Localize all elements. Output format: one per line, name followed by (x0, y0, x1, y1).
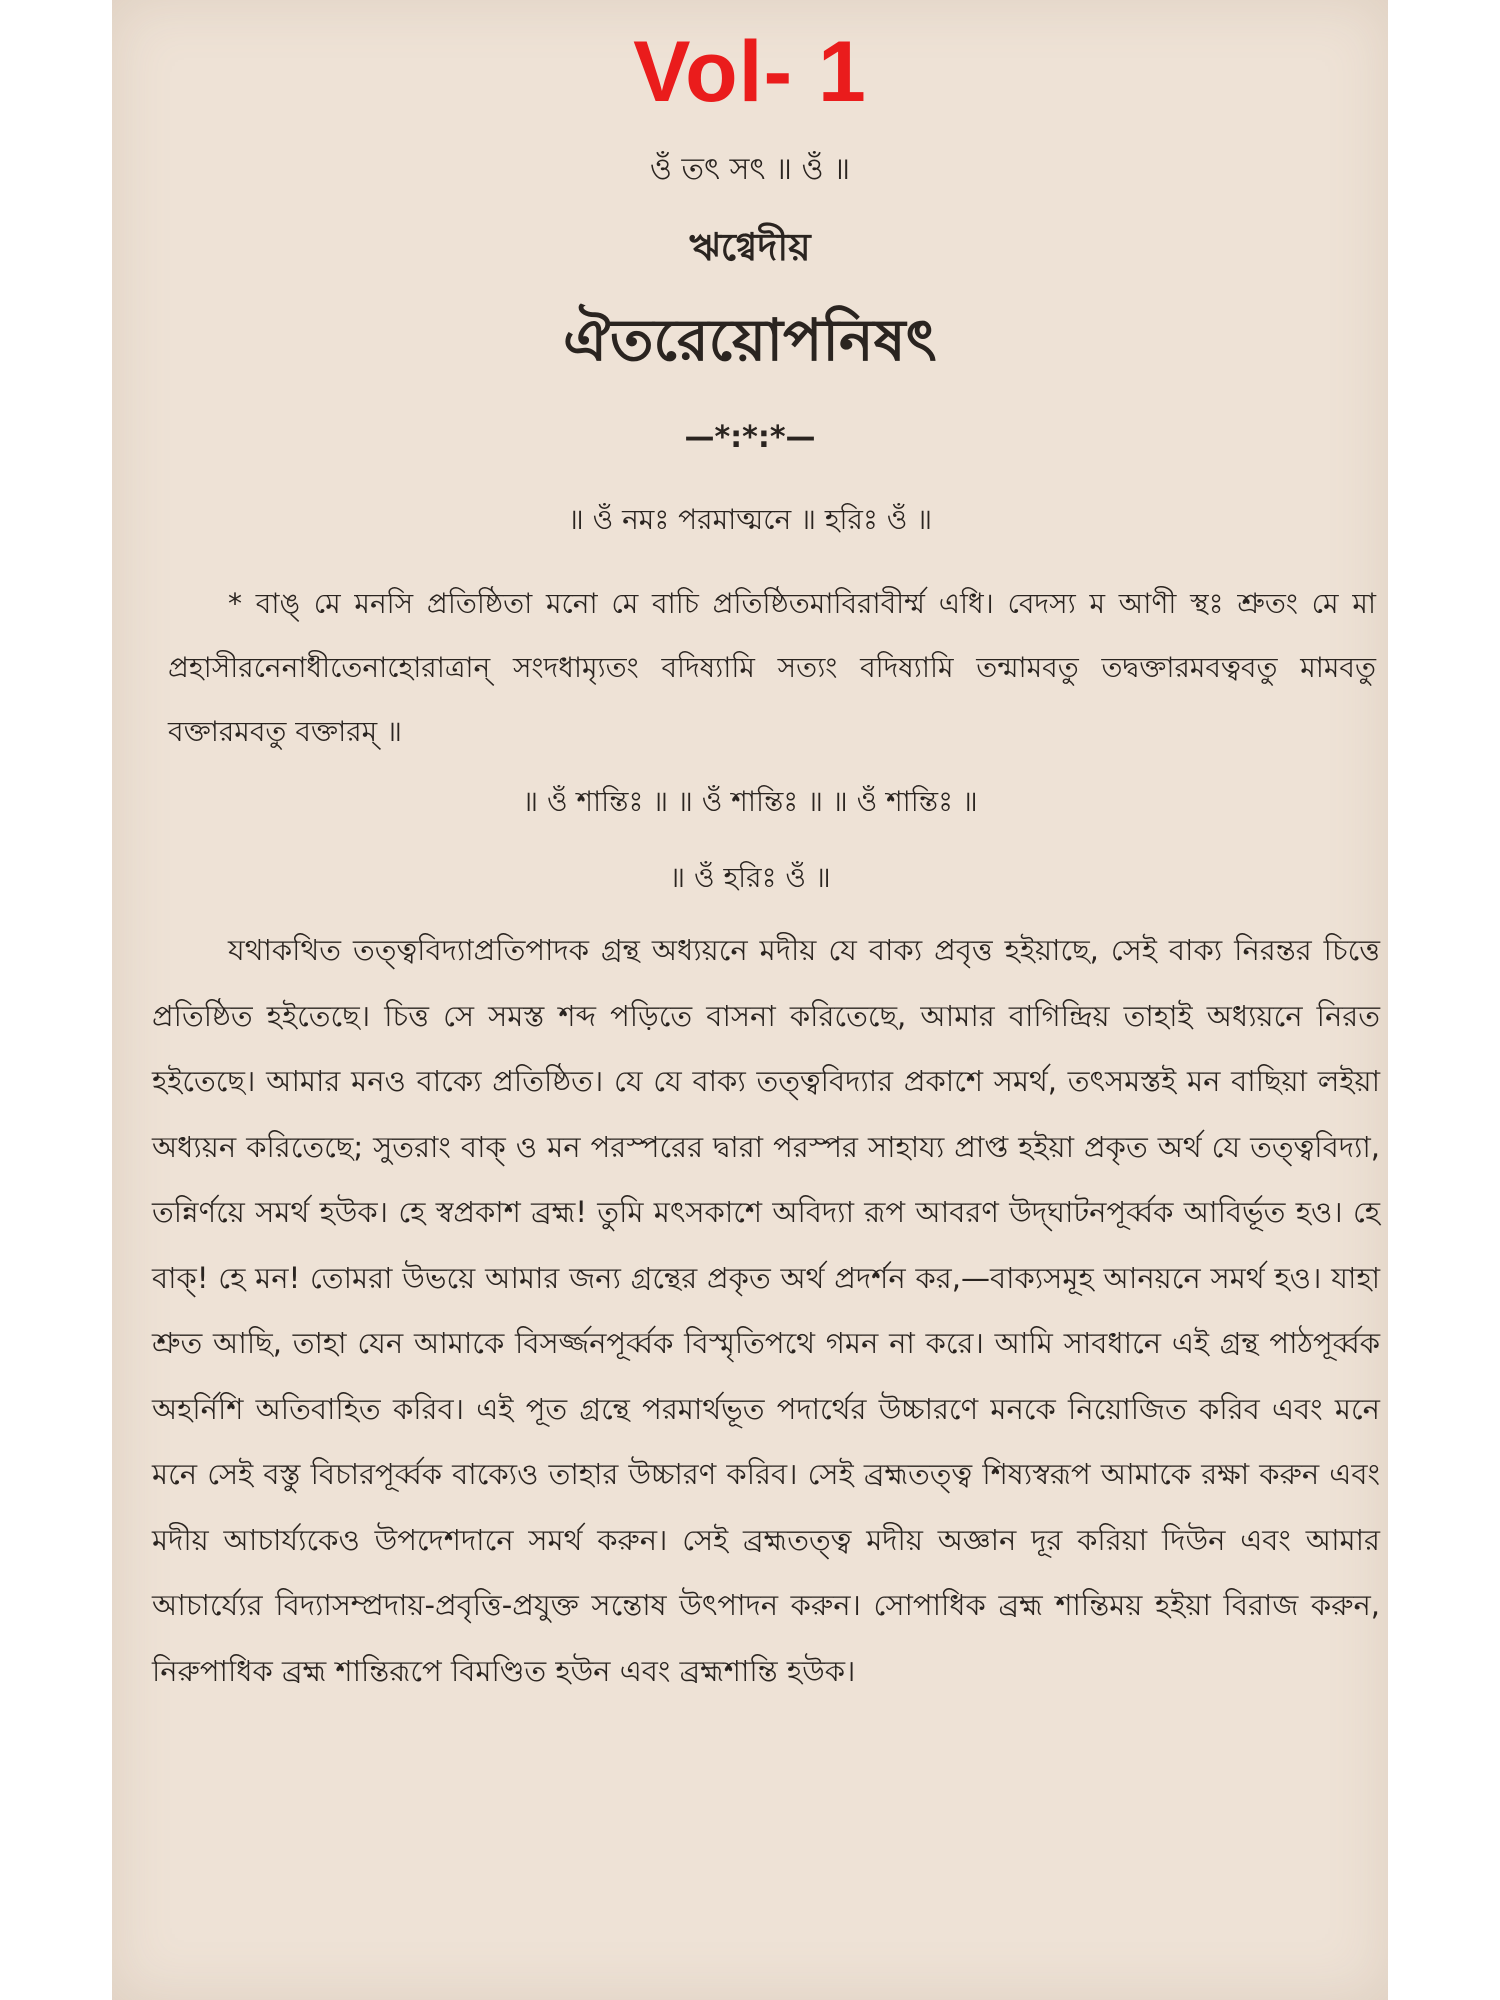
veda-subtitle: ঋগ্বেদীয় (689, 225, 811, 269)
hari-om-line: ॥ ওঁ হরিঃ ওঁ ॥ (669, 861, 831, 894)
commentary-paragraph: যথাকথিত তত্ত্ববিদ্যাপ্রতিপাদক গ্রন্থ অধ্যয়নে মদীয় যে বাক্য প্রবৃত্ত হইয়াছে, সেই বাক্য নিরন্তর চিত্তে প্রতিষ্ঠিত হইতেছে। চিত্ত সে সমস্ত শব্দ পড়িতে বাসনা করিতেছে, আমার বাগিন্দ্রিয় তাহাই অধ্যয়নে নিরত হইতেছে। আমার মনও বাক্যে প্রতিষ্ঠিত। যে যে বাক্য তত্ত্ববিদ্যার প্রকাশে সমর্থ, তৎসমস্তই মন বাছিয়া লইয়া অধ্যয়ন করিতেছে; সুতরাং বাক্‌ ও মন পরস্পরের দ্বারা পরস্পর সাহায্য প্রাপ্ত হইয়া প্রকৃত অর্থ যে তত্ত্ববিদ্যা, তন্নির্ণয়ে সমর্থ হউক। হে স্বপ্রকাশ ব্রহ্ম! তুমি মৎসকাশে অবিদ্যা রূপ আবরণ উদ্‌ঘাটনপূর্ব্বক আবির্ভূত হও। হে বাক্‌! হে মন! তোমরা উভয়ে আমার জন্য গ্রন্থের প্রকৃত অর্থ প্রদর্শন কর,—বাক্যসমূহ আনয়নে সমর্থ হও। যাহা শ্রুত আছি, তাহা যেন আমাকে বিসর্জ্জনপূর্ব্বক বিস্মৃতিপথে গমন না করে। আমি সাবধানে এই গ্রন্থ পাঠপূর্ব্বক অহর্নিশি অতিবাহিত করিব। এই পূত গ্রন্থে পরমার্থভূত পদার্থের উচ্চারণে মনকে নিয়োজিত করিব এবং মনে মনে সেই বস্তু বিচারপূর্ব্বক বাক্যেও তাহার উচ্চারণ করিব। সেই ব্রহ্মতত্ত্ব শিষ্যস্বরূপ আমাকে রক্ষা করুন এবং মদীয় আচার্য্যকেও উপদেশদানে সমর্থ করুন। সেই ব্রহ্মতত্ত্ব মদীয় অজ্ঞান দূর করিয়া দিউন এবং আমার আচার্য্যের বিদ্যাসম্প্রদায়-প্রবৃত্তি-প্রযুক্ত সন্তোষ উৎপাদন করুন। সোপাধিক ব্রহ্ম শান্তিময় হইয়া বিরাজ করুন, নিরুপাধিক ব্রহ্ম শান্তিরূপে বিমণ্ডিত হউন এবং ব্রহ্মশান্তি হউক। (152, 933, 1380, 1688)
invocation-line: ওঁ তৎ সৎ ॥ ওঁ ॥ (649, 152, 851, 187)
ornament-divider: —*:*:*— (684, 420, 816, 455)
page-title: ঐতরেয়োপনিষৎ (563, 306, 937, 374)
volume-label: Vol- 1 (633, 24, 867, 120)
peace-mantra-paragraph: * বাঙ্‌ মে মনসি প্রতিষ্ঠিতা মনো মে বাচি প্রতিষ্ঠিতমাবিরাবীর্ম্ম এধি। বেদস্য ম আণী স্থঃ শ্রুতং মে মা প্রহাসীরনেনাধীতেনাহোরাত্রান্‌ সংদধাম্যৃতং বদিষ্যামি সত্যং বদিষ্যামি তন্মামবতু তদ্বক্তারমবত্ববতু মামবতু বক্তারমবতু বক্তারম্‌ ॥ (168, 587, 1376, 748)
shanti-line: ॥ ওঁ শান্তিঃ ॥ ॥ ওঁ শান্তিঃ ॥ ॥ ওঁ শান্তিঃ ॥ (522, 785, 978, 818)
salutation-line: ॥ ওঁ নমঃ পরমাত্মনে ॥ হরিঃ ওঁ ॥ (567, 503, 933, 536)
